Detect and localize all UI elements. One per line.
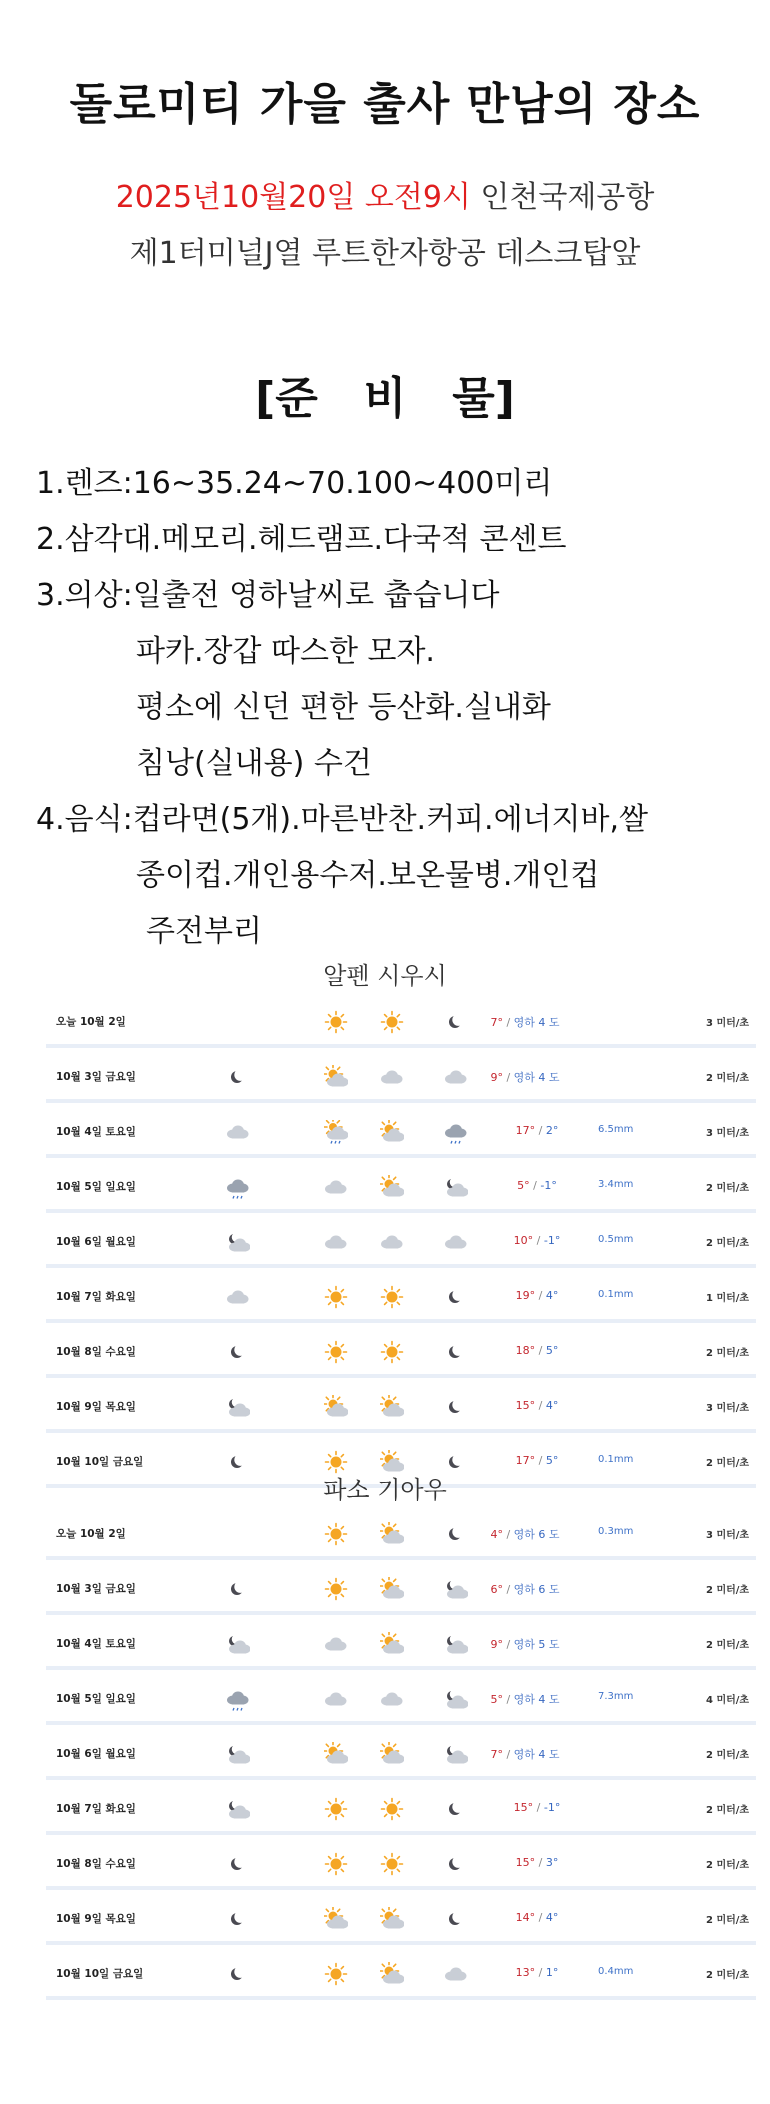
wind-speed: 2 미터/초 bbox=[706, 1458, 750, 1469]
forecast-temperature: 5° / -1° bbox=[517, 1179, 557, 1192]
temp-low: 5° bbox=[545, 1344, 559, 1357]
forecast-row bbox=[46, 1330, 756, 1378]
cloud-icon bbox=[444, 1065, 468, 1089]
forecast-day: 10월 7일 화요일 bbox=[56, 1291, 136, 1303]
forecast-temperature: 15° / -1° bbox=[513, 1801, 561, 1814]
forecast-temperature: 7° / 영하 4 도 bbox=[490, 1016, 560, 1029]
forecast-row bbox=[46, 1165, 756, 1213]
forecast-title-passo-giau: 파소 기아우 bbox=[323, 1476, 447, 1504]
temp-high: 15° bbox=[515, 1856, 536, 1869]
moon-icon bbox=[226, 1907, 250, 1931]
forecast-day: 10월 6일 월요일 bbox=[56, 1748, 136, 1760]
meeting-place: 인천국제공항 bbox=[470, 180, 655, 215]
precipitation: 3.4mm bbox=[598, 1179, 634, 1190]
temp-low: 5° bbox=[545, 1454, 559, 1467]
sun-icon bbox=[380, 1797, 404, 1821]
sun-cloud-icon bbox=[324, 1907, 348, 1931]
cloud-rain-icon bbox=[444, 1120, 468, 1144]
forecast-temperature: 14° / 4° bbox=[515, 1911, 559, 1924]
sun-icon bbox=[324, 1577, 348, 1601]
temp-high: 7° bbox=[490, 1748, 503, 1761]
prep-item-food-3: 주전부리 bbox=[146, 914, 262, 949]
cloud-icon bbox=[380, 1065, 404, 1089]
forecast-row bbox=[46, 1622, 756, 1670]
forecast-row bbox=[46, 1842, 756, 1890]
sun-cloud-icon bbox=[380, 1175, 404, 1199]
cloud-icon bbox=[380, 1230, 404, 1254]
forecast-temperature: 9° / 영하 5 도 bbox=[490, 1638, 560, 1651]
forecast-temperature: 10° / -1° bbox=[513, 1234, 561, 1247]
moon-cloud-icon bbox=[444, 1632, 468, 1656]
temp-low: 영하 4 도 bbox=[513, 1071, 560, 1084]
moon-cloud-icon bbox=[226, 1797, 250, 1821]
precipitation: 0.4mm bbox=[598, 1966, 634, 1977]
forecast-day: 10월 9일 목요일 bbox=[56, 1913, 136, 1925]
sun-icon bbox=[324, 1797, 348, 1821]
forecast-day: 10월 8일 수요일 bbox=[56, 1346, 136, 1358]
cloud-icon bbox=[380, 1687, 404, 1711]
sun-icon bbox=[324, 1285, 348, 1309]
cloud-rain-icon bbox=[226, 1175, 250, 1199]
forecast-day: 10월 3일 금요일 bbox=[56, 1071, 136, 1083]
moon-icon bbox=[444, 1522, 468, 1546]
forecast-row bbox=[46, 1567, 756, 1615]
forecast-temperature: 15° / 4° bbox=[515, 1399, 559, 1412]
moon-icon bbox=[444, 1395, 468, 1419]
forecast-row bbox=[46, 1732, 756, 1780]
moon-cloud-icon bbox=[444, 1687, 468, 1711]
sun-cloud-icon bbox=[380, 1120, 404, 1144]
temp-high: 17° bbox=[515, 1454, 536, 1467]
cloud-icon bbox=[324, 1687, 348, 1711]
temp-high: 15° bbox=[513, 1801, 534, 1814]
wind-speed: 2 미터/초 bbox=[706, 1750, 750, 1761]
sun-cloud-icon bbox=[380, 1632, 404, 1656]
sun-cloud-icon bbox=[380, 1577, 404, 1601]
forecast-day: 10월 10일 금요일 bbox=[56, 1456, 144, 1468]
moon-icon bbox=[444, 1340, 468, 1364]
sun-cloud-icon bbox=[324, 1395, 348, 1419]
forecast-temperature: 19° / 4° bbox=[515, 1289, 559, 1302]
sun-icon bbox=[324, 1010, 348, 1034]
cloud-rain-icon bbox=[226, 1687, 250, 1711]
temp-high: 6° bbox=[490, 1583, 503, 1596]
wind-speed: 2 미터/초 bbox=[706, 1805, 750, 1816]
forecast-table-alpe-di-siusi bbox=[46, 1000, 756, 1495]
wind-speed: 2 미터/초 bbox=[706, 1348, 750, 1359]
cloud-icon bbox=[226, 1285, 250, 1309]
temp-high: 7° bbox=[490, 1016, 503, 1029]
sun-cloud-icon bbox=[380, 1522, 404, 1546]
forecast-day: 10월 8일 수요일 bbox=[56, 1858, 136, 1870]
precipitation: 0.1mm bbox=[598, 1454, 634, 1465]
forecast-temperature: 18° / 5° bbox=[515, 1344, 559, 1357]
forecast-title-alpe-di-siusi: 알펜 시우시 bbox=[323, 962, 447, 990]
forecast-day: 10월 5일 일요일 bbox=[56, 1693, 136, 1705]
moon-icon bbox=[226, 1065, 250, 1089]
prep-item-food: 4.음식:컵라면(5개).마른반찬.커피.에너지바,쌀 bbox=[36, 802, 649, 837]
temp-low: 영하 6 도 bbox=[513, 1528, 560, 1541]
wind-speed: 2 미터/초 bbox=[706, 1183, 750, 1194]
preparation-title: [준 비 물] bbox=[255, 373, 515, 424]
moon-icon bbox=[444, 1010, 468, 1034]
temp-low: 영하 4 도 bbox=[513, 1016, 560, 1029]
precipitation: 7.3mm bbox=[598, 1691, 634, 1702]
temp-low: -1° bbox=[543, 1801, 561, 1814]
temp-high: 5° bbox=[490, 1693, 503, 1706]
precipitation: 0.5mm bbox=[598, 1234, 634, 1245]
temp-low: 4° bbox=[545, 1289, 559, 1302]
meeting-location-line: 제1터미널J열 루트한자항공 데스크탑앞 bbox=[129, 236, 641, 271]
moon-cloud-icon bbox=[226, 1395, 250, 1419]
wind-speed: 2 미터/초 bbox=[706, 1238, 750, 1249]
sun-icon bbox=[380, 1010, 404, 1034]
page-title: 돌로미티 가을 출사 만남의 장소 bbox=[69, 79, 701, 130]
precipitation: 0.3mm bbox=[598, 1526, 634, 1537]
forecast-day: 10월 9일 목요일 bbox=[56, 1401, 136, 1413]
precipitation: 6.5mm bbox=[598, 1124, 634, 1135]
wind-speed: 4 미터/초 bbox=[706, 1695, 750, 1706]
meeting-time-line bbox=[0, 172, 770, 216]
temp-high: 9° bbox=[490, 1638, 503, 1651]
wind-speed: 2 미터/초 bbox=[706, 1640, 750, 1651]
forecast-row bbox=[46, 1055, 756, 1103]
forecast-day: 오늘 10월 2일 bbox=[56, 1528, 126, 1540]
wind-speed: 2 미터/초 bbox=[706, 1073, 750, 1084]
cloud-icon bbox=[444, 1962, 468, 1986]
forecast-temperature: 7° / 영하 4 도 bbox=[490, 1748, 560, 1761]
forecast-row bbox=[46, 1385, 756, 1433]
forecast-row bbox=[46, 1275, 756, 1323]
sun-icon bbox=[324, 1852, 348, 1876]
temp-high: 15° bbox=[515, 1399, 536, 1412]
temp-low: 2° bbox=[545, 1124, 559, 1137]
cloud-icon bbox=[226, 1120, 250, 1144]
prep-item-clothing-3: 평소에 신던 편한 등산화.실내화 bbox=[136, 690, 551, 725]
temp-low: 4° bbox=[545, 1911, 559, 1924]
forecast-day: 오늘 10월 2일 bbox=[56, 1016, 126, 1028]
temp-low: 영하 4 도 bbox=[513, 1748, 560, 1761]
sun-cloud-icon bbox=[380, 1742, 404, 1766]
prep-item-lens: 1.렌즈:16~35.24~70.100~400미리 bbox=[36, 466, 553, 501]
sun-cloud-rain-icon bbox=[324, 1120, 348, 1144]
forecast-day: 10월 3일 금요일 bbox=[56, 1583, 136, 1595]
temp-high: 5° bbox=[517, 1179, 530, 1192]
wind-speed: 2 미터/초 bbox=[706, 1970, 750, 1981]
temp-low: -1° bbox=[543, 1234, 561, 1247]
forecast-row bbox=[46, 1110, 756, 1158]
wind-speed: 3 미터/초 bbox=[706, 1018, 750, 1029]
sun-icon bbox=[324, 1962, 348, 1986]
temp-high: 9° bbox=[490, 1071, 503, 1084]
forecast-day: 10월 6일 월요일 bbox=[56, 1236, 136, 1248]
moon-icon bbox=[444, 1285, 468, 1309]
moon-cloud-icon bbox=[444, 1577, 468, 1601]
forecast-row bbox=[46, 1220, 756, 1268]
wind-speed: 1 미터/초 bbox=[706, 1293, 750, 1304]
temp-high: 4° bbox=[490, 1528, 503, 1541]
sun-cloud-icon bbox=[324, 1065, 348, 1089]
prep-item-gear: 2.삼각대.메모리.헤드램프.다국적 콘센트 bbox=[36, 522, 567, 557]
sun-cloud-icon bbox=[380, 1962, 404, 1986]
forecast-temperature: 4° / 영하 6 도 bbox=[490, 1528, 560, 1541]
forecast-table-passo-giau bbox=[46, 1512, 756, 2007]
cloud-icon bbox=[444, 1230, 468, 1254]
temp-low: 영하 4 도 bbox=[513, 1693, 560, 1706]
temp-low: 영하 6 도 bbox=[513, 1583, 560, 1596]
forecast-day: 10월 4일 토요일 bbox=[56, 1638, 136, 1650]
wind-speed: 2 미터/초 bbox=[706, 1915, 750, 1926]
forecast-temperature: 9° / 영하 4 도 bbox=[490, 1071, 560, 1084]
forecast-temperature: 13° / 1° bbox=[515, 1966, 559, 1979]
prep-item-food-2: 종이컵.개인용수저.보온물병.개인컵 bbox=[136, 858, 600, 893]
forecast-day: 10월 5일 일요일 bbox=[56, 1181, 136, 1193]
forecast-day: 10월 7일 화요일 bbox=[56, 1803, 136, 1815]
moon-cloud-icon bbox=[226, 1230, 250, 1254]
moon-cloud-icon bbox=[444, 1175, 468, 1199]
sun-icon bbox=[380, 1340, 404, 1364]
temp-high: 14° bbox=[515, 1911, 536, 1924]
moon-icon bbox=[226, 1962, 250, 1986]
temp-low: 4° bbox=[545, 1399, 559, 1412]
temp-low: -1° bbox=[540, 1179, 557, 1192]
sun-icon bbox=[380, 1285, 404, 1309]
moon-icon bbox=[444, 1797, 468, 1821]
forecast-temperature: 17° / 5° bbox=[515, 1454, 559, 1467]
temp-high: 10° bbox=[513, 1234, 534, 1247]
forecast-row bbox=[46, 1952, 756, 2000]
wind-speed: 2 미터/초 bbox=[706, 1860, 750, 1871]
cloud-icon bbox=[324, 1632, 348, 1656]
moon-cloud-icon bbox=[444, 1742, 468, 1766]
meeting-datetime: 2025년10월20일 오전9시 bbox=[115, 180, 471, 215]
temp-high: 19° bbox=[515, 1289, 536, 1302]
temp-high: 17° bbox=[515, 1124, 536, 1137]
forecast-temperature: 15° / 3° bbox=[515, 1856, 559, 1869]
wind-speed: 2 미터/초 bbox=[706, 1585, 750, 1596]
moon-icon bbox=[226, 1577, 250, 1601]
sun-icon bbox=[324, 1522, 348, 1546]
forecast-temperature: 6° / 영하 6 도 bbox=[490, 1583, 560, 1596]
temp-high: 18° bbox=[515, 1344, 536, 1357]
forecast-row bbox=[46, 1512, 756, 1560]
moon-icon bbox=[444, 1907, 468, 1931]
forecast-row bbox=[46, 1787, 756, 1835]
sun-cloud-icon bbox=[380, 1907, 404, 1931]
cloud-icon bbox=[324, 1230, 348, 1254]
wind-speed: 3 미터/초 bbox=[706, 1530, 750, 1541]
wind-speed: 3 미터/초 bbox=[706, 1128, 750, 1139]
moon-cloud-icon bbox=[226, 1742, 250, 1766]
forecast-day: 10월 10일 금요일 bbox=[56, 1968, 144, 1980]
forecast-row bbox=[46, 1677, 756, 1725]
sun-icon bbox=[324, 1340, 348, 1364]
forecast-row bbox=[46, 1000, 756, 1048]
forecast-day: 10월 4일 토요일 bbox=[56, 1126, 136, 1138]
forecast-temperature: 5° / 영하 4 도 bbox=[490, 1693, 560, 1706]
temp-high: 13° bbox=[515, 1966, 536, 1979]
sun-cloud-icon bbox=[380, 1395, 404, 1419]
wind-speed: 3 미터/초 bbox=[706, 1403, 750, 1414]
temp-low: 1° bbox=[545, 1966, 559, 1979]
sun-icon bbox=[380, 1852, 404, 1876]
temp-low: 영하 5 도 bbox=[513, 1638, 560, 1651]
prep-item-clothing: 3.의상:일출전 영하날씨로 춥습니다 bbox=[36, 578, 500, 613]
prep-item-clothing-4: 침낭(실내용) 수건 bbox=[136, 746, 372, 781]
moon-icon bbox=[444, 1852, 468, 1876]
forecast-temperature: 17° / 2° bbox=[515, 1124, 559, 1137]
moon-icon bbox=[226, 1852, 250, 1876]
sun-cloud-icon bbox=[324, 1742, 348, 1766]
prep-item-clothing-2: 파카.장갑 따스한 모자. bbox=[136, 634, 435, 669]
moon-icon bbox=[226, 1340, 250, 1364]
moon-cloud-icon bbox=[226, 1632, 250, 1656]
cloud-icon bbox=[324, 1175, 348, 1199]
forecast-row bbox=[46, 1897, 756, 1945]
temp-low: 3° bbox=[545, 1856, 559, 1869]
precipitation: 0.1mm bbox=[598, 1289, 634, 1300]
